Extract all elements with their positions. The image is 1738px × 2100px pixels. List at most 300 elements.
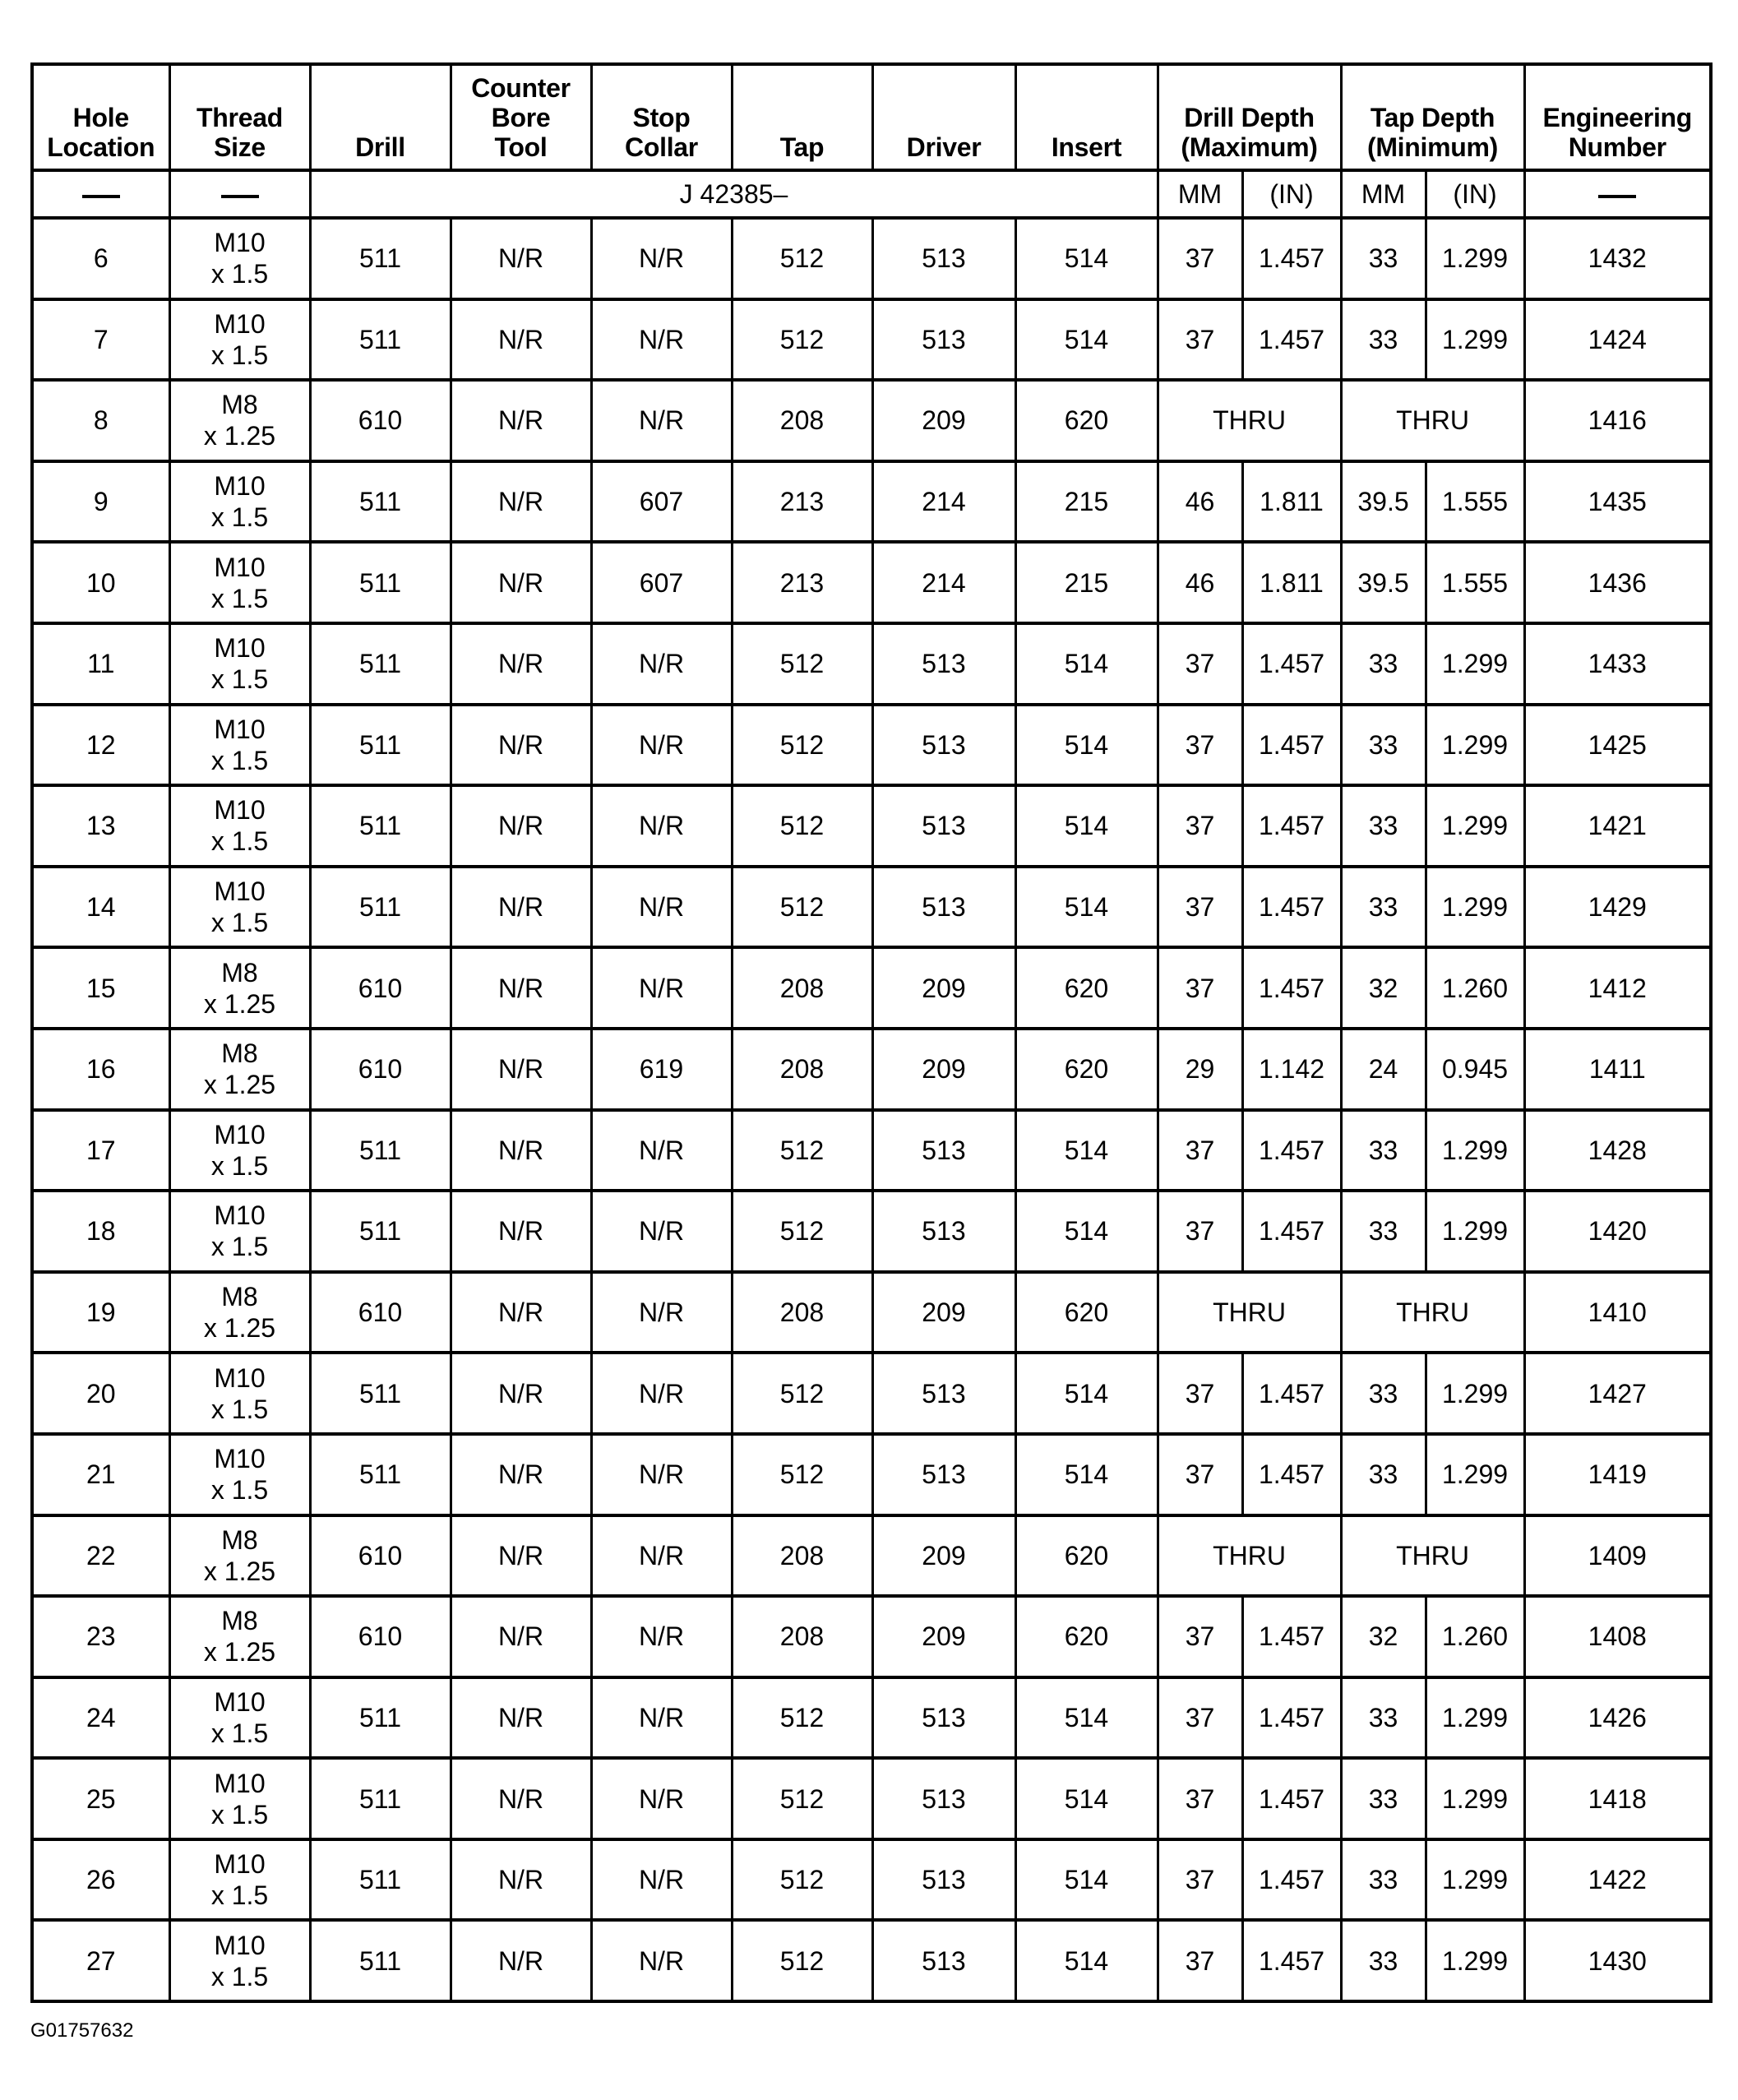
cell-thread-size: M10 x 1.5 — [169, 299, 310, 381]
cell-insert: 514 — [1015, 1353, 1158, 1434]
cell-drill-depth-mm: 37 — [1158, 1434, 1242, 1515]
header-drill: Drill — [310, 64, 451, 170]
cell-tap-depth-mm: 33 — [1341, 623, 1426, 705]
cell-tap-depth-thru: THRU — [1341, 1515, 1524, 1597]
cell-tap-depth-in: 1.299 — [1426, 299, 1524, 381]
cell-counter-bore-tool: N/R — [451, 623, 591, 705]
cell-engineering-number: 1419 — [1524, 1434, 1711, 1515]
cell-tap-depth-in: 1.555 — [1426, 461, 1524, 543]
cell-drill: 610 — [310, 1596, 451, 1677]
cell-thread-size: M10 x 1.5 — [169, 1434, 310, 1515]
cell-engineering-number: 1428 — [1524, 1110, 1711, 1191]
cell-drill-depth-in: 1.142 — [1242, 1029, 1341, 1110]
cell-insert: 514 — [1015, 299, 1158, 381]
cell-driver: 209 — [872, 380, 1015, 461]
cell-drill-depth-mm: 37 — [1158, 218, 1242, 299]
cell-tap-depth-in: 1.299 — [1426, 1839, 1524, 1921]
table-row — [32, 1839, 1711, 1921]
cell-drill-depth-in: 1.457 — [1242, 705, 1341, 786]
cell-drill-depth-mm: 37 — [1158, 1191, 1242, 1272]
table-row — [32, 1596, 1711, 1677]
cell-hole-location: 6 — [32, 218, 169, 299]
cell-drill-depth-mm: 37 — [1158, 299, 1242, 381]
cell-tap-depth-mm: 24 — [1341, 1029, 1426, 1110]
cell-drill: 511 — [310, 623, 451, 705]
table-row — [32, 1920, 1711, 2001]
cell-driver: 214 — [872, 542, 1015, 623]
cell-tap: 512 — [732, 1920, 872, 2001]
cell-drill-depth-in: 1.457 — [1242, 623, 1341, 705]
cell-thread-size: M10 x 1.5 — [169, 785, 310, 867]
cell-stop-collar: N/R — [591, 1677, 732, 1759]
cell-drill: 610 — [310, 947, 451, 1029]
cell-engineering-number: 1410 — [1524, 1272, 1711, 1353]
cell-drill-depth-in: 1.457 — [1242, 1596, 1341, 1677]
cell-hole-location: 21 — [32, 1434, 169, 1515]
cell-drill: 511 — [310, 542, 451, 623]
cell-tap-depth-mm: 33 — [1341, 1677, 1426, 1759]
cell-driver: 209 — [872, 1515, 1015, 1597]
cell-tap-depth-mm: 32 — [1341, 1596, 1426, 1677]
dash-icon — [221, 195, 259, 198]
cell-tap-depth-mm: 33 — [1341, 1353, 1426, 1434]
cell-drill: 511 — [310, 299, 451, 381]
cell-tap: 512 — [732, 705, 872, 786]
table-row — [32, 299, 1711, 381]
cell-stop-collar: N/R — [591, 218, 732, 299]
cell-thread-size: M8 x 1.25 — [169, 1515, 310, 1597]
cell-tap: 512 — [732, 623, 872, 705]
cell-drill-depth-mm: 37 — [1158, 1110, 1242, 1191]
cell-tap-depth-mm: 33 — [1341, 867, 1426, 948]
cell-hole-location: 27 — [32, 1920, 169, 2001]
cell-tap-depth-in: 1.260 — [1426, 1596, 1524, 1677]
cell-tap: 208 — [732, 947, 872, 1029]
table-row — [32, 1758, 1711, 1839]
cell-driver: 513 — [872, 218, 1015, 299]
cell-drill-depth-mm: 46 — [1158, 461, 1242, 543]
cell-insert: 620 — [1015, 1272, 1158, 1353]
cell-engineering-number: 1412 — [1524, 947, 1711, 1029]
cell-tap-depth-mm: 33 — [1341, 1920, 1426, 2001]
cell-engineering-number: 1425 — [1524, 705, 1711, 786]
cell-tap: 512 — [732, 1839, 872, 1921]
cell-stop-collar: N/R — [591, 1515, 732, 1597]
cell-engineering-number: 1424 — [1524, 299, 1711, 381]
cell-hole-location: 22 — [32, 1515, 169, 1597]
cell-hole-location: 9 — [32, 461, 169, 543]
cell-thread-size: M10 x 1.5 — [169, 1839, 310, 1921]
cell-driver: 513 — [872, 1110, 1015, 1191]
units-engineering-number-dash — [1524, 170, 1711, 218]
cell-thread-size: M10 x 1.5 — [169, 1191, 310, 1272]
cell-insert: 514 — [1015, 218, 1158, 299]
cell-engineering-number: 1430 — [1524, 1920, 1711, 2001]
cell-drill: 511 — [310, 1758, 451, 1839]
cell-driver: 513 — [872, 1920, 1015, 2001]
table-row — [32, 461, 1711, 543]
cell-stop-collar: N/R — [591, 623, 732, 705]
cell-counter-bore-tool: N/R — [451, 947, 591, 1029]
cell-stop-collar: N/R — [591, 1434, 732, 1515]
cell-tap: 512 — [732, 1191, 872, 1272]
cell-tap-depth-in: 1.299 — [1426, 1353, 1524, 1434]
cell-engineering-number: 1421 — [1524, 785, 1711, 867]
cell-thread-size: M8 x 1.25 — [169, 1272, 310, 1353]
cell-driver: 209 — [872, 1272, 1015, 1353]
cell-counter-bore-tool: N/R — [451, 785, 591, 867]
cell-engineering-number: 1422 — [1524, 1839, 1711, 1921]
cell-drill-depth-mm: 37 — [1158, 1596, 1242, 1677]
cell-counter-bore-tool: N/R — [451, 1839, 591, 1921]
tool-prefix: J 42385– — [310, 170, 1158, 218]
header-counter-bore-tool: Counter Bore Tool — [451, 64, 591, 170]
cell-drill-depth-in: 1.457 — [1242, 1434, 1341, 1515]
cell-tap-depth-mm: 32 — [1341, 947, 1426, 1029]
cell-insert: 514 — [1015, 1677, 1158, 1759]
cell-hole-location: 13 — [32, 785, 169, 867]
cell-stop-collar: N/R — [591, 299, 732, 381]
cell-tap-depth-in: 1.299 — [1426, 1920, 1524, 2001]
cell-thread-size: M10 x 1.5 — [169, 1920, 310, 2001]
cell-insert: 514 — [1015, 623, 1158, 705]
cell-tap: 512 — [732, 1677, 872, 1759]
cell-thread-size: M8 x 1.25 — [169, 1596, 310, 1677]
cell-tap-depth-in: 0.945 — [1426, 1029, 1524, 1110]
cell-tap-depth-mm: 33 — [1341, 1110, 1426, 1191]
cell-driver: 513 — [872, 785, 1015, 867]
cell-tap-depth-in: 1.299 — [1426, 867, 1524, 948]
cell-hole-location: 19 — [32, 1272, 169, 1353]
cell-thread-size: M8 x 1.25 — [169, 947, 310, 1029]
dash-icon — [1598, 195, 1636, 198]
header-row — [32, 64, 1711, 170]
cell-counter-bore-tool: N/R — [451, 705, 591, 786]
cell-drill: 511 — [310, 461, 451, 543]
units-drill-depth-mm: MM — [1158, 170, 1242, 218]
cell-hole-location: 25 — [32, 1758, 169, 1839]
cell-insert: 514 — [1015, 1110, 1158, 1191]
table-row — [32, 1029, 1711, 1110]
cell-drill-depth-mm: 37 — [1158, 867, 1242, 948]
units-hole-location-dash — [32, 170, 169, 218]
cell-counter-bore-tool: N/R — [451, 1110, 591, 1191]
cell-tap-depth-mm: 39.5 — [1341, 542, 1426, 623]
cell-drill: 610 — [310, 1515, 451, 1597]
cell-drill: 511 — [310, 1434, 451, 1515]
cell-tap: 512 — [732, 1434, 872, 1515]
cell-engineering-number: 1433 — [1524, 623, 1711, 705]
cell-insert: 620 — [1015, 380, 1158, 461]
cell-hole-location: 20 — [32, 1353, 169, 1434]
cell-driver: 209 — [872, 1029, 1015, 1110]
cell-drill-depth-in: 1.457 — [1242, 947, 1341, 1029]
cell-stop-collar: N/R — [591, 705, 732, 786]
table-row — [32, 867, 1711, 948]
header-tap: Tap — [732, 64, 872, 170]
header-thread-size: Thread Size — [169, 64, 310, 170]
cell-thread-size: M10 x 1.5 — [169, 1353, 310, 1434]
cell-engineering-number: 1435 — [1524, 461, 1711, 543]
cell-tap: 208 — [732, 380, 872, 461]
cell-engineering-number: 1427 — [1524, 1353, 1711, 1434]
cell-drill-depth-mm: 37 — [1158, 1758, 1242, 1839]
cell-insert: 514 — [1015, 1920, 1158, 2001]
cell-drill-depth-in: 1.457 — [1242, 218, 1341, 299]
dash-icon — [82, 195, 120, 198]
cell-thread-size: M10 x 1.5 — [169, 623, 310, 705]
cell-tap: 213 — [732, 461, 872, 543]
cell-counter-bore-tool: N/R — [451, 380, 591, 461]
header-hole-location: Hole Location — [32, 64, 169, 170]
cell-drill-depth-in: 1.457 — [1242, 299, 1341, 381]
cell-thread-size: M10 x 1.5 — [169, 461, 310, 543]
cell-insert: 215 — [1015, 542, 1158, 623]
table-row — [32, 705, 1711, 786]
cell-driver: 209 — [872, 947, 1015, 1029]
cell-tap-depth-mm: 39.5 — [1341, 461, 1426, 543]
cell-tap: 512 — [732, 867, 872, 948]
cell-hole-location: 11 — [32, 623, 169, 705]
cell-drill: 511 — [310, 1191, 451, 1272]
cell-engineering-number: 1408 — [1524, 1596, 1711, 1677]
cell-insert: 514 — [1015, 867, 1158, 948]
cell-tap-depth-mm: 33 — [1341, 1758, 1426, 1839]
cell-hole-location: 8 — [32, 380, 169, 461]
table-row — [32, 542, 1711, 623]
table-row — [32, 1434, 1711, 1515]
cell-stop-collar: 607 — [591, 461, 732, 543]
cell-drill-depth-in: 1.457 — [1242, 1677, 1341, 1759]
cell-tap-depth-in: 1.299 — [1426, 1677, 1524, 1759]
units-row — [32, 170, 1711, 218]
cell-insert: 514 — [1015, 1758, 1158, 1839]
cell-tap: 512 — [732, 218, 872, 299]
header-engineering-number: Engineering Number — [1524, 64, 1711, 170]
cell-hole-location: 17 — [32, 1110, 169, 1191]
cell-engineering-number: 1409 — [1524, 1515, 1711, 1597]
cell-driver: 513 — [872, 1191, 1015, 1272]
cell-drill: 511 — [310, 785, 451, 867]
cell-stop-collar: 619 — [591, 1029, 732, 1110]
cell-tap-depth-mm: 33 — [1341, 1839, 1426, 1921]
figure-id-caption: G01757632 — [30, 2019, 134, 2042]
cell-tap: 208 — [732, 1515, 872, 1597]
cell-thread-size: M10 x 1.5 — [169, 1677, 310, 1759]
cell-stop-collar: N/R — [591, 867, 732, 948]
header-driver: Driver — [872, 64, 1015, 170]
cell-counter-bore-tool: N/R — [451, 1272, 591, 1353]
cell-driver: 513 — [872, 299, 1015, 381]
cell-thread-size: M10 x 1.5 — [169, 867, 310, 948]
cell-stop-collar: N/R — [591, 1353, 732, 1434]
cell-driver: 513 — [872, 1758, 1015, 1839]
cell-driver: 209 — [872, 1596, 1015, 1677]
cell-driver: 513 — [872, 623, 1015, 705]
cell-drill-depth-in: 1.457 — [1242, 785, 1341, 867]
cell-thread-size: M8 x 1.25 — [169, 380, 310, 461]
cell-stop-collar: N/R — [591, 1110, 732, 1191]
cell-drill: 511 — [310, 1110, 451, 1191]
cell-tap-depth-mm: 33 — [1341, 299, 1426, 381]
cell-counter-bore-tool: N/R — [451, 1029, 591, 1110]
cell-hole-location: 18 — [32, 1191, 169, 1272]
cell-tap-depth-in: 1.299 — [1426, 1434, 1524, 1515]
cell-tap-depth-in: 1.299 — [1426, 1758, 1524, 1839]
cell-tap-depth-in: 1.299 — [1426, 705, 1524, 786]
cell-drill-depth-in: 1.457 — [1242, 1758, 1341, 1839]
cell-drill: 511 — [310, 218, 451, 299]
cell-insert: 514 — [1015, 705, 1158, 786]
table-row — [32, 623, 1711, 705]
cell-counter-bore-tool: N/R — [451, 1677, 591, 1759]
cell-counter-bore-tool: N/R — [451, 1353, 591, 1434]
units-tap-depth-mm: MM — [1341, 170, 1426, 218]
cell-engineering-number: 1416 — [1524, 380, 1711, 461]
cell-counter-bore-tool: N/R — [451, 299, 591, 381]
cell-thread-size: M10 x 1.5 — [169, 1758, 310, 1839]
cell-engineering-number: 1426 — [1524, 1677, 1711, 1759]
hole-repair-spec-table — [30, 62, 1713, 2003]
cell-insert: 620 — [1015, 1596, 1158, 1677]
cell-tap-depth-mm: 33 — [1341, 785, 1426, 867]
table-row — [32, 1515, 1711, 1597]
cell-counter-bore-tool: N/R — [451, 1920, 591, 2001]
cell-drill-depth-mm: 46 — [1158, 542, 1242, 623]
cell-driver: 513 — [872, 867, 1015, 948]
cell-stop-collar: N/R — [591, 785, 732, 867]
cell-drill: 511 — [310, 1920, 451, 2001]
cell-hole-location: 10 — [32, 542, 169, 623]
cell-tap-depth-thru: THRU — [1341, 1272, 1524, 1353]
header-drill-depth: Drill Depth (Maximum) — [1158, 64, 1341, 170]
cell-tap: 512 — [732, 1758, 872, 1839]
cell-counter-bore-tool: N/R — [451, 542, 591, 623]
cell-stop-collar: N/R — [591, 1839, 732, 1921]
cell-tap-depth-in: 1.299 — [1426, 623, 1524, 705]
cell-drill: 610 — [310, 1029, 451, 1110]
cell-drill-depth-mm: 37 — [1158, 1839, 1242, 1921]
cell-drill-depth-mm: 37 — [1158, 785, 1242, 867]
cell-hole-location: 15 — [32, 947, 169, 1029]
cell-thread-size: M10 x 1.5 — [169, 542, 310, 623]
cell-driver: 513 — [872, 1434, 1015, 1515]
cell-thread-size: M10 x 1.5 — [169, 1110, 310, 1191]
cell-hole-location: 14 — [32, 867, 169, 948]
cell-insert: 514 — [1015, 1839, 1158, 1921]
cell-insert: 620 — [1015, 1029, 1158, 1110]
cell-insert: 514 — [1015, 1434, 1158, 1515]
units-thread-size-dash — [169, 170, 310, 218]
table-row — [32, 380, 1711, 461]
cell-tap: 512 — [732, 299, 872, 381]
cell-insert: 620 — [1015, 1515, 1158, 1597]
cell-thread-size: M10 x 1.5 — [169, 705, 310, 786]
cell-tap-depth-thru: THRU — [1341, 380, 1524, 461]
cell-engineering-number: 1420 — [1524, 1191, 1711, 1272]
cell-engineering-number: 1418 — [1524, 1758, 1711, 1839]
table-row — [32, 1677, 1711, 1759]
cell-counter-bore-tool: N/R — [451, 1758, 591, 1839]
cell-drill-depth-mm: 29 — [1158, 1029, 1242, 1110]
cell-tap-depth-mm: 33 — [1341, 1191, 1426, 1272]
cell-tap: 208 — [732, 1029, 872, 1110]
cell-driver: 513 — [872, 705, 1015, 786]
cell-insert: 620 — [1015, 947, 1158, 1029]
cell-tap: 213 — [732, 542, 872, 623]
cell-drill-depth-in: 1.457 — [1242, 1191, 1341, 1272]
cell-drill-depth-mm: 37 — [1158, 947, 1242, 1029]
cell-hole-location: 23 — [32, 1596, 169, 1677]
cell-engineering-number: 1432 — [1524, 218, 1711, 299]
cell-drill-depth-in: 1.457 — [1242, 867, 1341, 948]
cell-drill-depth-thru: THRU — [1158, 380, 1341, 461]
units-tap-depth-in: (IN) — [1426, 170, 1524, 218]
cell-engineering-number: 1436 — [1524, 542, 1711, 623]
cell-drill-depth-in: 1.811 — [1242, 461, 1341, 543]
cell-drill-depth-thru: THRU — [1158, 1272, 1341, 1353]
cell-drill-depth-in: 1.457 — [1242, 1110, 1341, 1191]
cell-drill-depth-in: 1.457 — [1242, 1839, 1341, 1921]
cell-stop-collar: N/R — [591, 1272, 732, 1353]
cell-insert: 215 — [1015, 461, 1158, 543]
cell-stop-collar: N/R — [591, 380, 732, 461]
cell-insert: 514 — [1015, 785, 1158, 867]
cell-stop-collar: 607 — [591, 542, 732, 623]
cell-drill-depth-in: 1.457 — [1242, 1353, 1341, 1434]
cell-thread-size: M8 x 1.25 — [169, 1029, 310, 1110]
cell-drill-depth-in: 1.457 — [1242, 1920, 1341, 2001]
cell-drill: 511 — [310, 705, 451, 786]
cell-hole-location: 12 — [32, 705, 169, 786]
cell-tap: 512 — [732, 1110, 872, 1191]
cell-tap-depth-in: 1.555 — [1426, 542, 1524, 623]
cell-counter-bore-tool: N/R — [451, 461, 591, 543]
cell-tap-depth-in: 1.299 — [1426, 218, 1524, 299]
cell-drill: 511 — [310, 867, 451, 948]
cell-drill-depth-mm: 37 — [1158, 1920, 1242, 2001]
table-row — [32, 218, 1711, 299]
table-row — [32, 1110, 1711, 1191]
cell-stop-collar: N/R — [591, 1758, 732, 1839]
cell-tap-depth-mm: 33 — [1341, 1434, 1426, 1515]
cell-thread-size: M10 x 1.5 — [169, 218, 310, 299]
cell-tap: 208 — [732, 1596, 872, 1677]
cell-hole-location: 24 — [32, 1677, 169, 1759]
cell-drill: 511 — [310, 1353, 451, 1434]
cell-counter-bore-tool: N/R — [451, 218, 591, 299]
cell-engineering-number: 1411 — [1524, 1029, 1711, 1110]
cell-counter-bore-tool: N/R — [451, 1191, 591, 1272]
cell-drill-depth-mm: 37 — [1158, 1677, 1242, 1759]
cell-drill-depth-mm: 37 — [1158, 705, 1242, 786]
cell-driver: 513 — [872, 1353, 1015, 1434]
cell-drill-depth-in: 1.811 — [1242, 542, 1341, 623]
cell-insert: 514 — [1015, 1191, 1158, 1272]
cell-stop-collar: N/R — [591, 1191, 732, 1272]
cell-drill: 610 — [310, 380, 451, 461]
cell-tap-depth-mm: 33 — [1341, 705, 1426, 786]
cell-counter-bore-tool: N/R — [451, 1596, 591, 1677]
units-drill-depth-in: (IN) — [1242, 170, 1341, 218]
cell-drill: 610 — [310, 1272, 451, 1353]
header-stop-collar: Stop Collar — [591, 64, 732, 170]
table-row — [32, 1353, 1711, 1434]
table-row — [32, 785, 1711, 867]
cell-drill: 511 — [310, 1839, 451, 1921]
cell-tap: 512 — [732, 785, 872, 867]
cell-tap-depth-in: 1.299 — [1426, 1191, 1524, 1272]
